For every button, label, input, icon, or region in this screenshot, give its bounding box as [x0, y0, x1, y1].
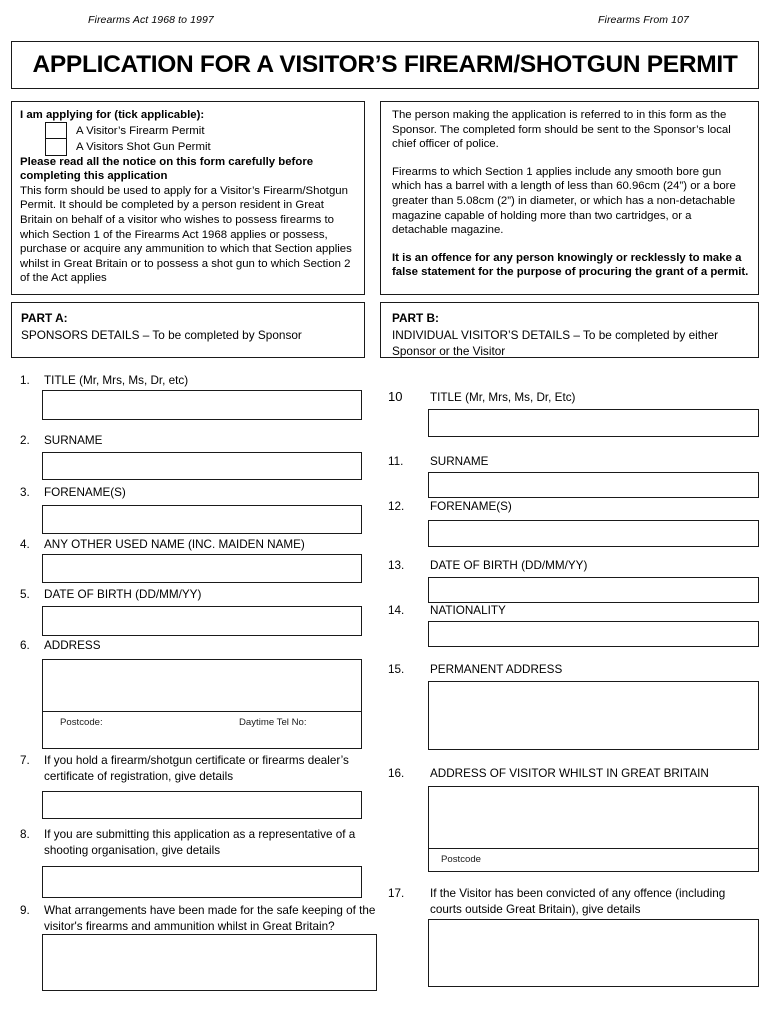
field-number-9: 9.: [20, 904, 30, 917]
field-label-certificate-details: If you hold a firearm/shotgun certificate or firearms dealer’s certificate of registration, give details: [44, 754, 349, 783]
part-a-header: [11, 302, 365, 358]
part-b-title: PART B:: [392, 311, 439, 325]
field-input-address[interactable]: [42, 659, 362, 749]
part-b-header: [380, 302, 759, 358]
field-input-date-of-birth[interactable]: [42, 606, 362, 636]
gb-address-divider: [429, 848, 758, 849]
field-label-address: ADDRESS: [44, 639, 101, 652]
field-label-visitor-date-of-birth: DATE OF BIRTH (DD/MM/YY): [430, 559, 588, 572]
field-input-permanent-address[interactable]: [428, 681, 759, 750]
field-number-3: 3.: [20, 486, 30, 499]
running-header: [0, 14, 770, 28]
page-title: APPLICATION FOR A VISITOR’S FIREARM/SHOTGUN PERMIT: [32, 51, 738, 78]
field-number-7: 7.: [20, 754, 30, 767]
field-input-safe-keeping[interactable]: [42, 934, 377, 991]
field-label-date-of-birth: DATE OF BIRTH (DD/MM/YY): [44, 588, 202, 601]
field-label-safe-keeping: What arrangements have been made for the safe keeping of the visitor's firearms and ammunition whilst in Great Britain?: [44, 904, 376, 933]
applying-for-panel: [11, 101, 365, 295]
field-number-6: 6.: [20, 639, 30, 652]
paragraph-spacer: [392, 238, 750, 251]
field-input-shooting-organisation[interactable]: [42, 866, 362, 898]
checkbox-label-shotgun-permit: A Visitors Shot Gun Permit: [76, 140, 211, 153]
checkbox-row-firearm-permit[interactable]: [20, 123, 356, 139]
sponsor-note-paragraph-2: Firearms to which Section 1 applies include any smooth bore gun which has a barrel with a length of less than 60.96cm (24”) or a bore greater than 5.08cm (2”) in diameter, or which has a non-detachable magazine capable of holding more than two cartridges, or a detachable magazine.: [392, 165, 736, 237]
checkbox-shotgun-permit[interactable]: [45, 138, 67, 156]
field-label-title: TITLE (Mr, Mrs, Ms, Dr, etc): [44, 374, 189, 387]
field-number-17: 17.: [388, 887, 405, 900]
field-label-shooting-organisation: If you are submitting this application as a representative of a shooting organisation, give details: [44, 828, 356, 857]
field-input-forenames[interactable]: [42, 505, 362, 534]
header-act-reference: Firearms Act 1968 to 1997: [88, 14, 214, 26]
field-label-visitor-surname: SURNAME: [430, 455, 489, 468]
sub-label-gb-postcode: Postcode: [441, 854, 482, 865]
field-number-14: 14.: [388, 604, 405, 617]
applying-for-heading: I am applying for (tick applicable):: [20, 109, 205, 121]
field-number-1: 1.: [20, 374, 30, 387]
field-input-nationality[interactable]: [428, 621, 759, 647]
field-input-visitor-title[interactable]: [428, 409, 759, 437]
field-input-convictions[interactable]: [428, 919, 759, 987]
field-label-nationality: NATIONALITY: [430, 604, 506, 617]
field-label-gb-address: ADDRESS OF VISITOR WHILST IN GREAT BRITAIN: [430, 767, 709, 780]
field-input-visitor-date-of-birth[interactable]: [428, 577, 759, 603]
checkbox-label-firearm-permit: A Visitor’s Firearm Permit: [76, 124, 205, 137]
field-number-11: 11.: [388, 455, 404, 468]
field-input-gb-address[interactable]: [428, 786, 759, 872]
header-form-number: Firearms From 107: [598, 14, 689, 26]
sponsor-note-paragraph-1: The person making the application is referred to in this form as the Sponsor. The completed form should be sent to the Sponsor’s local chief officer of police.: [392, 109, 731, 151]
part-b-subtitle: INDIVIDUAL VISITOR’S DETAILS – To be completed by either Sponsor or the Visitor: [392, 327, 719, 358]
field-label-surname: SURNAME: [44, 434, 103, 447]
field-label-convictions: If the Visitor has been convicted of any offence (including courts outside Great Britain), give details: [430, 887, 726, 916]
field-input-certificate-details[interactable]: [42, 791, 362, 819]
field-label-visitor-forenames: FORENAME(S): [430, 500, 512, 513]
field-input-other-name[interactable]: [42, 554, 362, 583]
field-number-10: 10: [388, 389, 403, 404]
field-label-other-name: ANY OTHER USED NAME (INC. MAIDEN NAME): [44, 538, 305, 551]
part-a-subtitle: SPONSORS DETAILS – To be completed by Sponsor: [21, 327, 302, 342]
part-a-title: PART A:: [21, 311, 68, 325]
field-input-visitor-surname[interactable]: [428, 472, 759, 498]
address-divider: [43, 711, 361, 712]
read-notice-warning: Please read all the notice on this form carefully before completing this application: [20, 155, 314, 183]
field-label-permanent-address: PERMANENT ADDRESS: [430, 663, 563, 676]
field-number-4: 4.: [20, 538, 30, 551]
sub-label-postcode: Postcode:: [60, 717, 103, 728]
field-number-2: 2.: [20, 434, 30, 447]
field-number-16: 16.: [388, 767, 405, 780]
field-number-12: 12.: [388, 500, 405, 513]
field-input-title[interactable]: [42, 390, 362, 420]
applying-for-body-text: This form should be used to apply for a Visitor’s Firearm/Shotgun Permit. It should be completed by a person resident in Great Britain on behalf of a visitor who wishes to possess firearms to which Section 1 of the Firearms Act 1968 applies or possess, purchase or acquire any ammunition to which that Section applies whilst in Great Britain or to possess a shot gun to which Section 2 of the Act applies: [20, 184, 352, 285]
offence-warning-text: It is an offence for any person knowingly or recklessly to make a false statement for the purpose of procuring the grant of a permit.: [392, 251, 749, 279]
field-label-visitor-title: TITLE (Mr, Mrs, Ms, Dr, Etc): [430, 391, 576, 404]
sponsor-notes-panel: [380, 101, 759, 295]
form-title-box: [11, 41, 759, 89]
field-number-5: 5.: [20, 588, 30, 601]
paragraph-spacer: [392, 152, 750, 165]
field-input-surname[interactable]: [42, 452, 362, 480]
checkbox-row-shotgun-permit[interactable]: [20, 139, 356, 155]
field-number-15: 15.: [388, 663, 405, 676]
field-number-8: 8.: [20, 828, 30, 841]
sub-label-daytime-tel: Daytime Tel No:: [239, 717, 307, 728]
field-number-13: 13.: [388, 559, 405, 572]
field-label-forenames: FORENAME(S): [44, 486, 126, 499]
field-input-visitor-forenames[interactable]: [428, 520, 759, 547]
